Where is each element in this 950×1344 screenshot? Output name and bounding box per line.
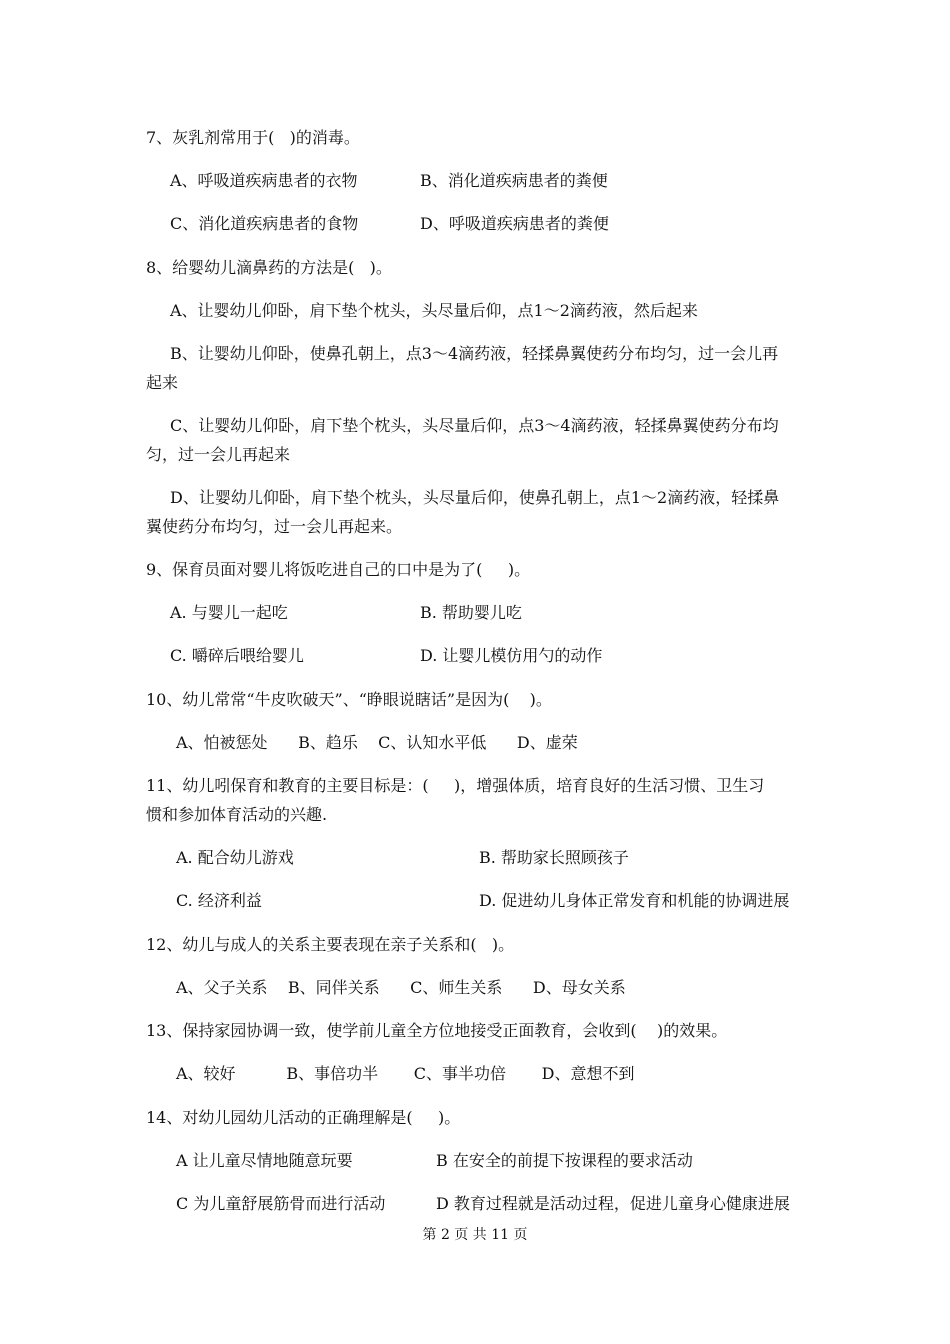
question-11-option-c: C. 经济利益 [176,891,262,910]
question-8-option-d-line2: 翼使药分布均匀，过一会儿再起来。 [146,517,403,536]
question-11-stem-line2: 惯和参加体育活动的兴趣. [146,805,328,824]
question-7-stem: 7、灰乳剂常用于( )的消毒。 [146,128,360,147]
question-8-option-b-line2: 起来 [146,373,179,392]
question-8-option-c-line1: C、让婴幼儿仰卧，肩下垫个枕头，头尽量后仰，点3～4滴药液，轻揉鼻翼使药分布均 [170,416,779,435]
question-14-stem: 14、对幼儿园幼儿活动的正确理解是( )。 [146,1108,461,1127]
page-number-footer: 第 2 页 共 11 页 [422,1227,528,1243]
question-7-option-c: C、消化道疾病患者的食物 [170,214,359,233]
question-10-options: A、怕被惩处 B、趋乐 C、认知水平低 D、虚荣 [176,733,578,752]
question-8-option-a: A、让婴幼儿仰卧，肩下垫个枕头，头尽量后仰，点1～2滴药液，然后起来 [170,301,698,320]
question-9-option-c: C. 嚼碎后喂给婴儿 [170,646,304,665]
question-12-stem: 12、幼儿与成人的关系主要表现在亲子关系和( )。 [146,935,515,954]
question-9-option-b: B. 帮助婴儿吃 [420,603,522,622]
question-13-options: A、较好 B、事倍功半 C、事半功倍 D、意想不到 [176,1064,635,1083]
question-8-stem: 8、给婴幼儿滴鼻药的方法是( )。 [146,258,392,277]
question-14-option-b: B 在安全的前提下按课程的要求活动 [436,1151,693,1170]
question-14-option-a: A 让儿童尽情地随意玩要 [176,1151,353,1170]
question-8-option-b-line1: B、让婴幼儿仰卧，使鼻孔朝上，点3～4滴药液，轻揉鼻翼使药分布均匀，过一会儿再 [170,344,779,363]
question-7-option-a: A、呼吸道疾病患者的衣物 [170,171,358,190]
question-11-option-d: D. 促进幼儿身体正常发育和机能的协调进展 [479,891,790,910]
question-11-option-b: B. 帮助家长照顾孩子 [479,848,629,867]
question-7-option-b: B、消化道疾病患者的粪便 [420,171,608,190]
question-8-option-c-line2: 匀，过一会儿再起来 [146,445,291,464]
question-13-stem: 13、保持家园协调一致，使学前儿童全方位地接受正面教育，会收到( )的效果。 [146,1021,728,1040]
question-14-option-d: D 教育过程就是活动过程，促进儿童身心健康进展 [436,1194,790,1213]
question-12-options: A、父子关系 B、同伴关系 C、师生关系 D、母女关系 [176,978,626,997]
question-11-option-a: A. 配合幼儿游戏 [176,848,294,867]
question-7-option-d: D、呼吸道疾病患者的粪便 [420,214,609,233]
question-10-stem: 10、幼儿常常“牛皮吹破天”、“睁眼说瞎话”是因为( )。 [146,690,552,709]
question-9-option-a: A. 与婴儿一起吃 [170,603,288,622]
question-8-option-d-line1: D、让婴幼儿仰卧，肩下垫个枕头，头尽量后仰，使鼻孔朝上，点1～2滴药液，轻揉鼻 [170,488,780,507]
question-11-stem-line1: 11、幼儿吲保育和教育的主要目标是：( )，增强体质，培育良好的生活习惯、卫生习 [146,776,765,795]
question-14-option-c: C 为儿童舒展筋骨而进行活动 [176,1194,386,1213]
question-9-stem: 9、保育员面对婴儿将饭吃进自己的口中是为了( )。 [146,560,531,579]
question-9-option-d: D. 让婴儿模仿用勺的动作 [420,646,603,665]
